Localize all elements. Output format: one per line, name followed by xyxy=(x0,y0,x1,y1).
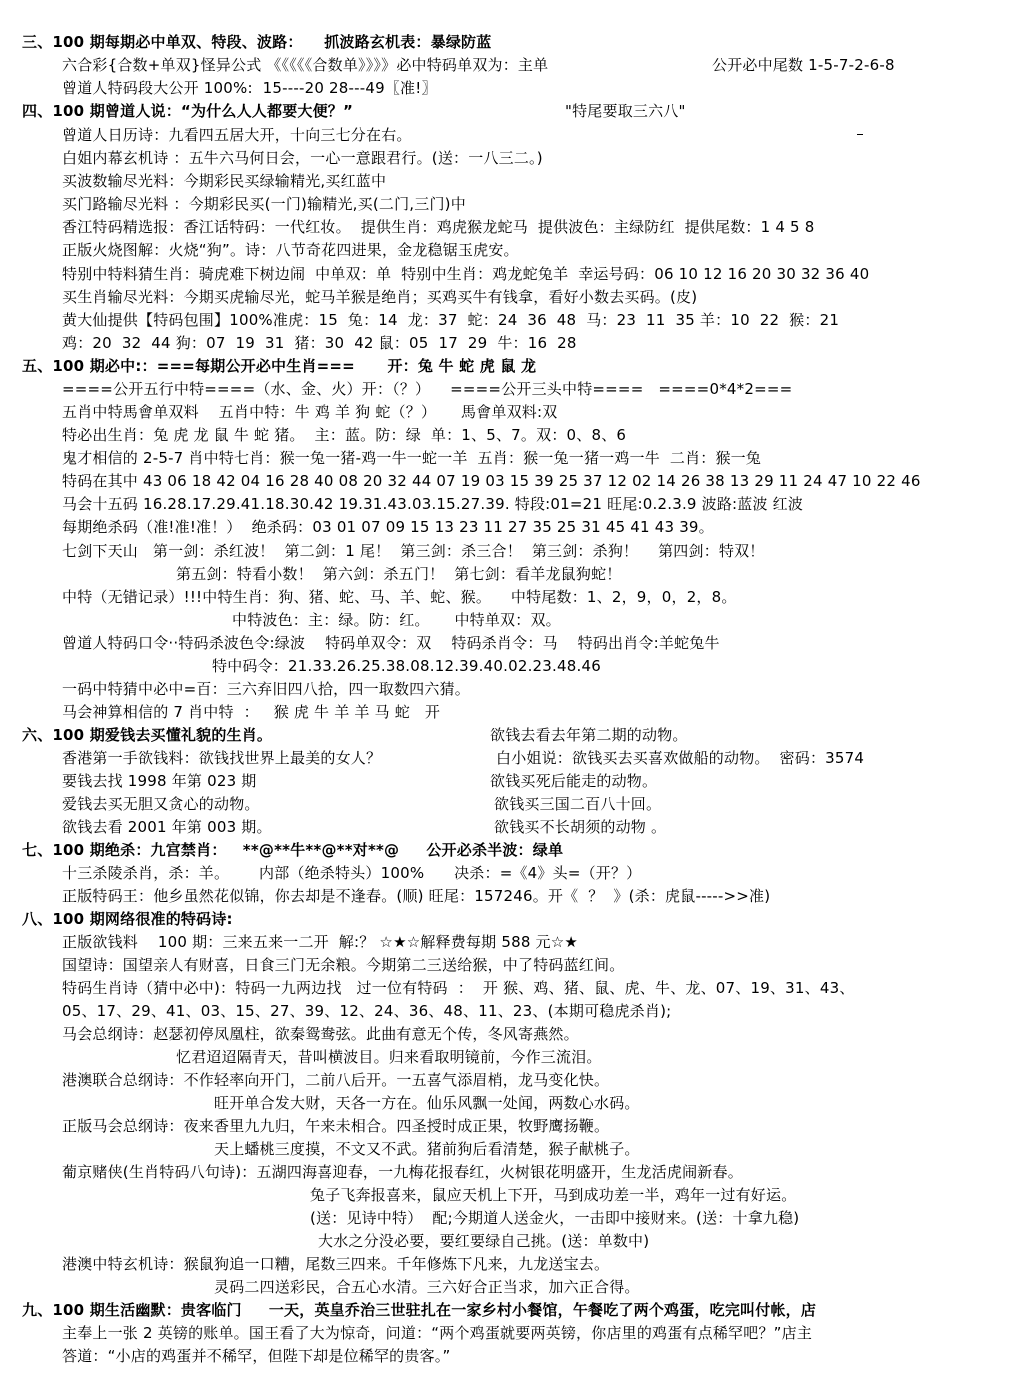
section-3-heading: 三、100 期每期必中单双、特段、波路： 抓波路玄机表：暴绿防蓝 xyxy=(22,33,492,51)
section-3-formula-line: 六合彩{合数+单双}怪异公式 《《《《《合数单》》》》必中特码单双为：主单 xyxy=(62,56,549,74)
section-5-line-11: 中特波色：主：绿。防：红。 中特单双：双。 xyxy=(232,611,561,629)
section-8-line-14: 大水之分没必要，要红要绿自己挑。(送：单数中) xyxy=(318,1232,650,1250)
section-4-line-9: 黄大仙提供【特码包围】100%准虎：15 兔：14 龙：37 蛇：24 36 48 马：23 11 35 羊：10 22 猴：21 xyxy=(62,311,840,329)
section-8-line-8: 旺开单合发大财，天各一方在。仙乐风飘一处闻，两数心水码。 xyxy=(214,1094,640,1112)
section-6-left-2: 香港第一手欲钱料：欲钱找世界上最美的女人？ xyxy=(62,749,382,767)
section-4-line-10: 鸡：20 32 44 狗：07 19 31 猪：30 42 鼠：05 17 29 牛：16 28 xyxy=(62,334,577,352)
section-6-heading: 六、100 期爱钱去买懂礼貌的生肖。 xyxy=(22,726,273,744)
section-4-line-3: 买波数输尽光料：今期彩民买绿输精光,买红蓝中 xyxy=(62,172,387,190)
section-8-line-6: 忆君迢迢隔青天，昔叫横波目。归来看取明镜前，今作三流泪。 xyxy=(176,1048,602,1066)
section-8-line-16: 灵码二四送彩民，合五心水清。三六好合正当求，加六正合得。 xyxy=(214,1278,640,1296)
section-8-heading: 八、100 期网络很准的特码诗: xyxy=(22,910,233,928)
section-5-line-13: 特中码令：21.33.26.25.38.08.12.39.40.02.23.48.46 xyxy=(212,657,601,675)
section-4-line-5: 香江特码精选报：香江话特码：一代红妆。 提供生肖：鸡虎猴龙蛇马 提供波色：主绿防红 提供尾数：1 4 5 8 xyxy=(62,218,815,236)
section-6-right-2: 白小姐说：欲钱买去买喜欢做船的动物。 密码：3574 xyxy=(496,749,865,767)
section-5-line-15: 马会神算相信的 7 肖中特 ： 猴 虎 牛 羊 羊 马 蛇 开 xyxy=(62,703,441,721)
section-9-line-1: 主奉上一张 2 英镑的账单。国王看了大为惊奇，问道：“两个鸡蛋就要两英镑，你店里的鸡蛋有点稀罕吧？”店主 xyxy=(62,1324,813,1342)
section-7-line-2: 正版特码王：他乡虽然花似锦，你去却是不逢春。(顺) 旺尾：157246。开《 ？ 》(杀：虎鼠----->>准) xyxy=(62,887,771,905)
section-3-segment-line: 曾道人特码段大公开 100%: 15----20 28---49〖准!〗 xyxy=(62,79,437,97)
section-5-line-9: 第五剑：特看小数！ 第六剑：杀五门！ 第七剑：看羊龙鼠狗蛇！ xyxy=(176,565,622,583)
section-5-heading: 五、100 期必中:：===每期公开必中生肖=== 开：兔 牛 蛇 虎 鼠 龙 xyxy=(22,357,537,375)
section-5-line-6: 马会十五码 16.28.17.29.41.18.30.42 19.31.43.03.15.27.39. 特段:01=21 旺尾:0.2.3.9 波路:蓝波 红波 xyxy=(62,495,804,513)
section-6-left-3: 要钱去找 1998 年第 023 期 xyxy=(62,772,257,790)
section-5-line-10: 中特（无错记录）!!!中特生肖：狗、猪、蛇、马、羊、蛇、猴。 中特尾数：1、2，9，0，2，8。 xyxy=(62,588,737,606)
section-8-line-5: 马会总纲诗：赵瑟初停凤凰柱，欲秦鸳鸯弦。此曲有意无个传，冬风寄燕然。 xyxy=(62,1025,579,1043)
section-8-line-9: 正版马会总纲诗：夜来香里九九归，午来未相合。四圣授时成正果，牧野鹰扬鞭。 xyxy=(62,1117,610,1135)
section-7-line-1: 十三杀陵杀肖，杀：羊。 内部（绝杀特头）100% 决杀：=《4》头=（开？） xyxy=(62,864,642,882)
section-6-left-4: 爱钱去买无胆又贪心的动物。 xyxy=(62,795,260,813)
section-5-line-8: 七剑下天山 第一剑：杀红波！ 第二剑：1 尾！ 第三剑：杀三合！ 第三剑：杀狗！ 第四剑：特双！ xyxy=(62,542,765,560)
section-4-line-6: 正版火烧图解：火烧“狗”。诗：八节奇花四进果，金龙稳锯玉虎安。 xyxy=(62,241,519,259)
section-4-line-7: 特别中特料猜生肖：骑虎难下树边闹 中单双：单 特别中生肖：鸡龙蛇兔羊 幸运号码：06 10 12 16 20 30 32 36 40 xyxy=(62,265,870,283)
section-6-right-5: 欲钱买不长胡须的动物 。 xyxy=(494,818,667,836)
section-7-heading: 七、100 期绝杀：九宫禁肖： **@**牛**@**对**@ 公开必杀半波：绿单 xyxy=(22,841,564,859)
section-4-line-1: 曾道人日历诗：九看四五居大开，十向三七分在右。 xyxy=(62,126,412,144)
section-6-right-1: 欲钱去看去年第二期的动物。 xyxy=(490,726,688,744)
section-3-tail-number-line: 公开必中尾数 1-5-7-2-6-8 xyxy=(712,56,895,74)
section-4-heading-right: "特尾要取三六八" xyxy=(565,102,686,120)
section-6-right-3: 欲钱买死后能走的动物。 xyxy=(490,772,658,790)
section-8-line-13: (送：见诗中特） 配;今期道人送金火，一击即中接财来。(送：十拿九稳) xyxy=(310,1209,800,1227)
section-5-line-1: ====公开五行中特====（水、金、火）开：（？） ====公开三头中特==== ====0*4*2=== xyxy=(62,380,793,398)
section-4-heading: 四、100 期曾道人说：“为什么人人都要大便？” xyxy=(22,102,354,120)
section-9-heading: 九、100 期生活幽默：贵客临门 一天，英皇乔治三世驻扎在一家乡村小餐馆，午餐吃了两个鸡蛋，吃完叫付帐，店 xyxy=(22,1301,817,1319)
section-8-line-4: 05、17、29、41、03、15、27、39、12、24、36、48、11、23、(本期可稳虎杀肖); xyxy=(62,1002,672,1020)
stray-mark xyxy=(857,134,863,135)
section-8-line-7: 港澳联合总纲诗：不作轻率向开门，二前八后开。一五喜气添眉梢，龙马变化快。 xyxy=(62,1071,610,1089)
section-5-line-4: 鬼才相信的 2-5-7 肖中特七肖：猴一兔一猪-鸡一牛一蛇一羊 五肖：猴一兔一猪一鸡一牛 二肖：猴一兔 xyxy=(62,449,762,467)
section-4-line-4: 买门路输尽光料 ：今期彩民买(一门)输精光,买(二门,三门)中 xyxy=(62,195,466,213)
section-8-line-12: 兔子飞奔报喜来，鼠应天机上下开，马到成功差一半，鸡年一过有好运。 xyxy=(310,1186,797,1204)
section-8-line-3: 特码生肖诗（猜中必中)：特码一九两边找 过一位有特码 ： 开 猴、鸡、猪、鼠、虎、牛、龙、07、19、31、43、 xyxy=(62,979,855,997)
section-5-line-14: 一码中特猜中必中=百：三六弃旧四八拾，四一取数四六猜。 xyxy=(62,680,470,698)
section-8-line-15: 港澳中特玄机诗：猴鼠狗追一口糟，尾数三四来。千年修炼下凡来，九龙送宝去。 xyxy=(62,1255,610,1273)
section-9-line-2: 答道：“小店的鸡蛋并不稀罕，但陛下却是位稀罕的贵客。” xyxy=(62,1347,451,1365)
section-8-line-10: 天上蟠桃三度摸，不文又不武。猪前狗后看清楚，猴子献桃子。 xyxy=(214,1140,640,1158)
section-5-line-2: 五肖中特馬會单双料 五肖中特：牛 鸡 羊 狗 蛇（？） 馬會单双料:双 xyxy=(62,403,558,421)
section-5-line-5: 特码在其中 43 06 18 42 04 16 28 40 08 20 32 44 07 19 03 15 39 25 37 12 02 14 26 38 13 29 11 24 47 10 22 46 xyxy=(62,472,921,490)
section-4-line-8: 买生肖输尽光料：今期买虎输尽光，蛇马羊猴是绝肖；买鸡买牛有钱拿，看好小数去买码。(皮) xyxy=(62,288,698,306)
section-4-line-2: 白姐内幕玄机诗 ：五牛六马何日会，一心一意跟君行。(送：一八三二。) xyxy=(62,149,543,167)
section-8-line-11: 葡京赌侠(生肖特码八句诗)：五湖四海喜迎春，一九梅花报春红，火树银花明盛开，生龙活虎闹新春。 xyxy=(62,1163,743,1181)
section-6-left-5: 欲钱去看 2001 年第 003 期。 xyxy=(62,818,272,836)
section-5-line-3: 特必出生肖：兔 虎 龙 鼠 牛 蛇 猪。 主：蓝。防：绿 单：1、5、7。双：0、8、6 xyxy=(62,426,627,444)
section-8-line-1: 正版欲钱料 100 期：三来五来一二开 解:？ ☆★☆解释费每期 588 元☆★ xyxy=(62,933,579,951)
section-6-right-4: 欲钱买三国二百八十回。 xyxy=(494,795,662,813)
section-5-line-12: 曾道人特码口令··特码杀波色令:绿波 特码单双令：双 特码杀肖令：马 特码出肖令:羊蛇兔牛 xyxy=(62,634,720,652)
section-8-line-2: 国望诗：国望亲人有财喜，日食三门无余粮。今期第二三送给猴，中了特码蓝红间。 xyxy=(62,956,625,974)
section-5-line-7: 每期绝杀码（准!准!准！） 绝杀码：03 01 07 09 15 13 23 11 27 35 25 31 45 41 43 39。 xyxy=(62,518,714,536)
